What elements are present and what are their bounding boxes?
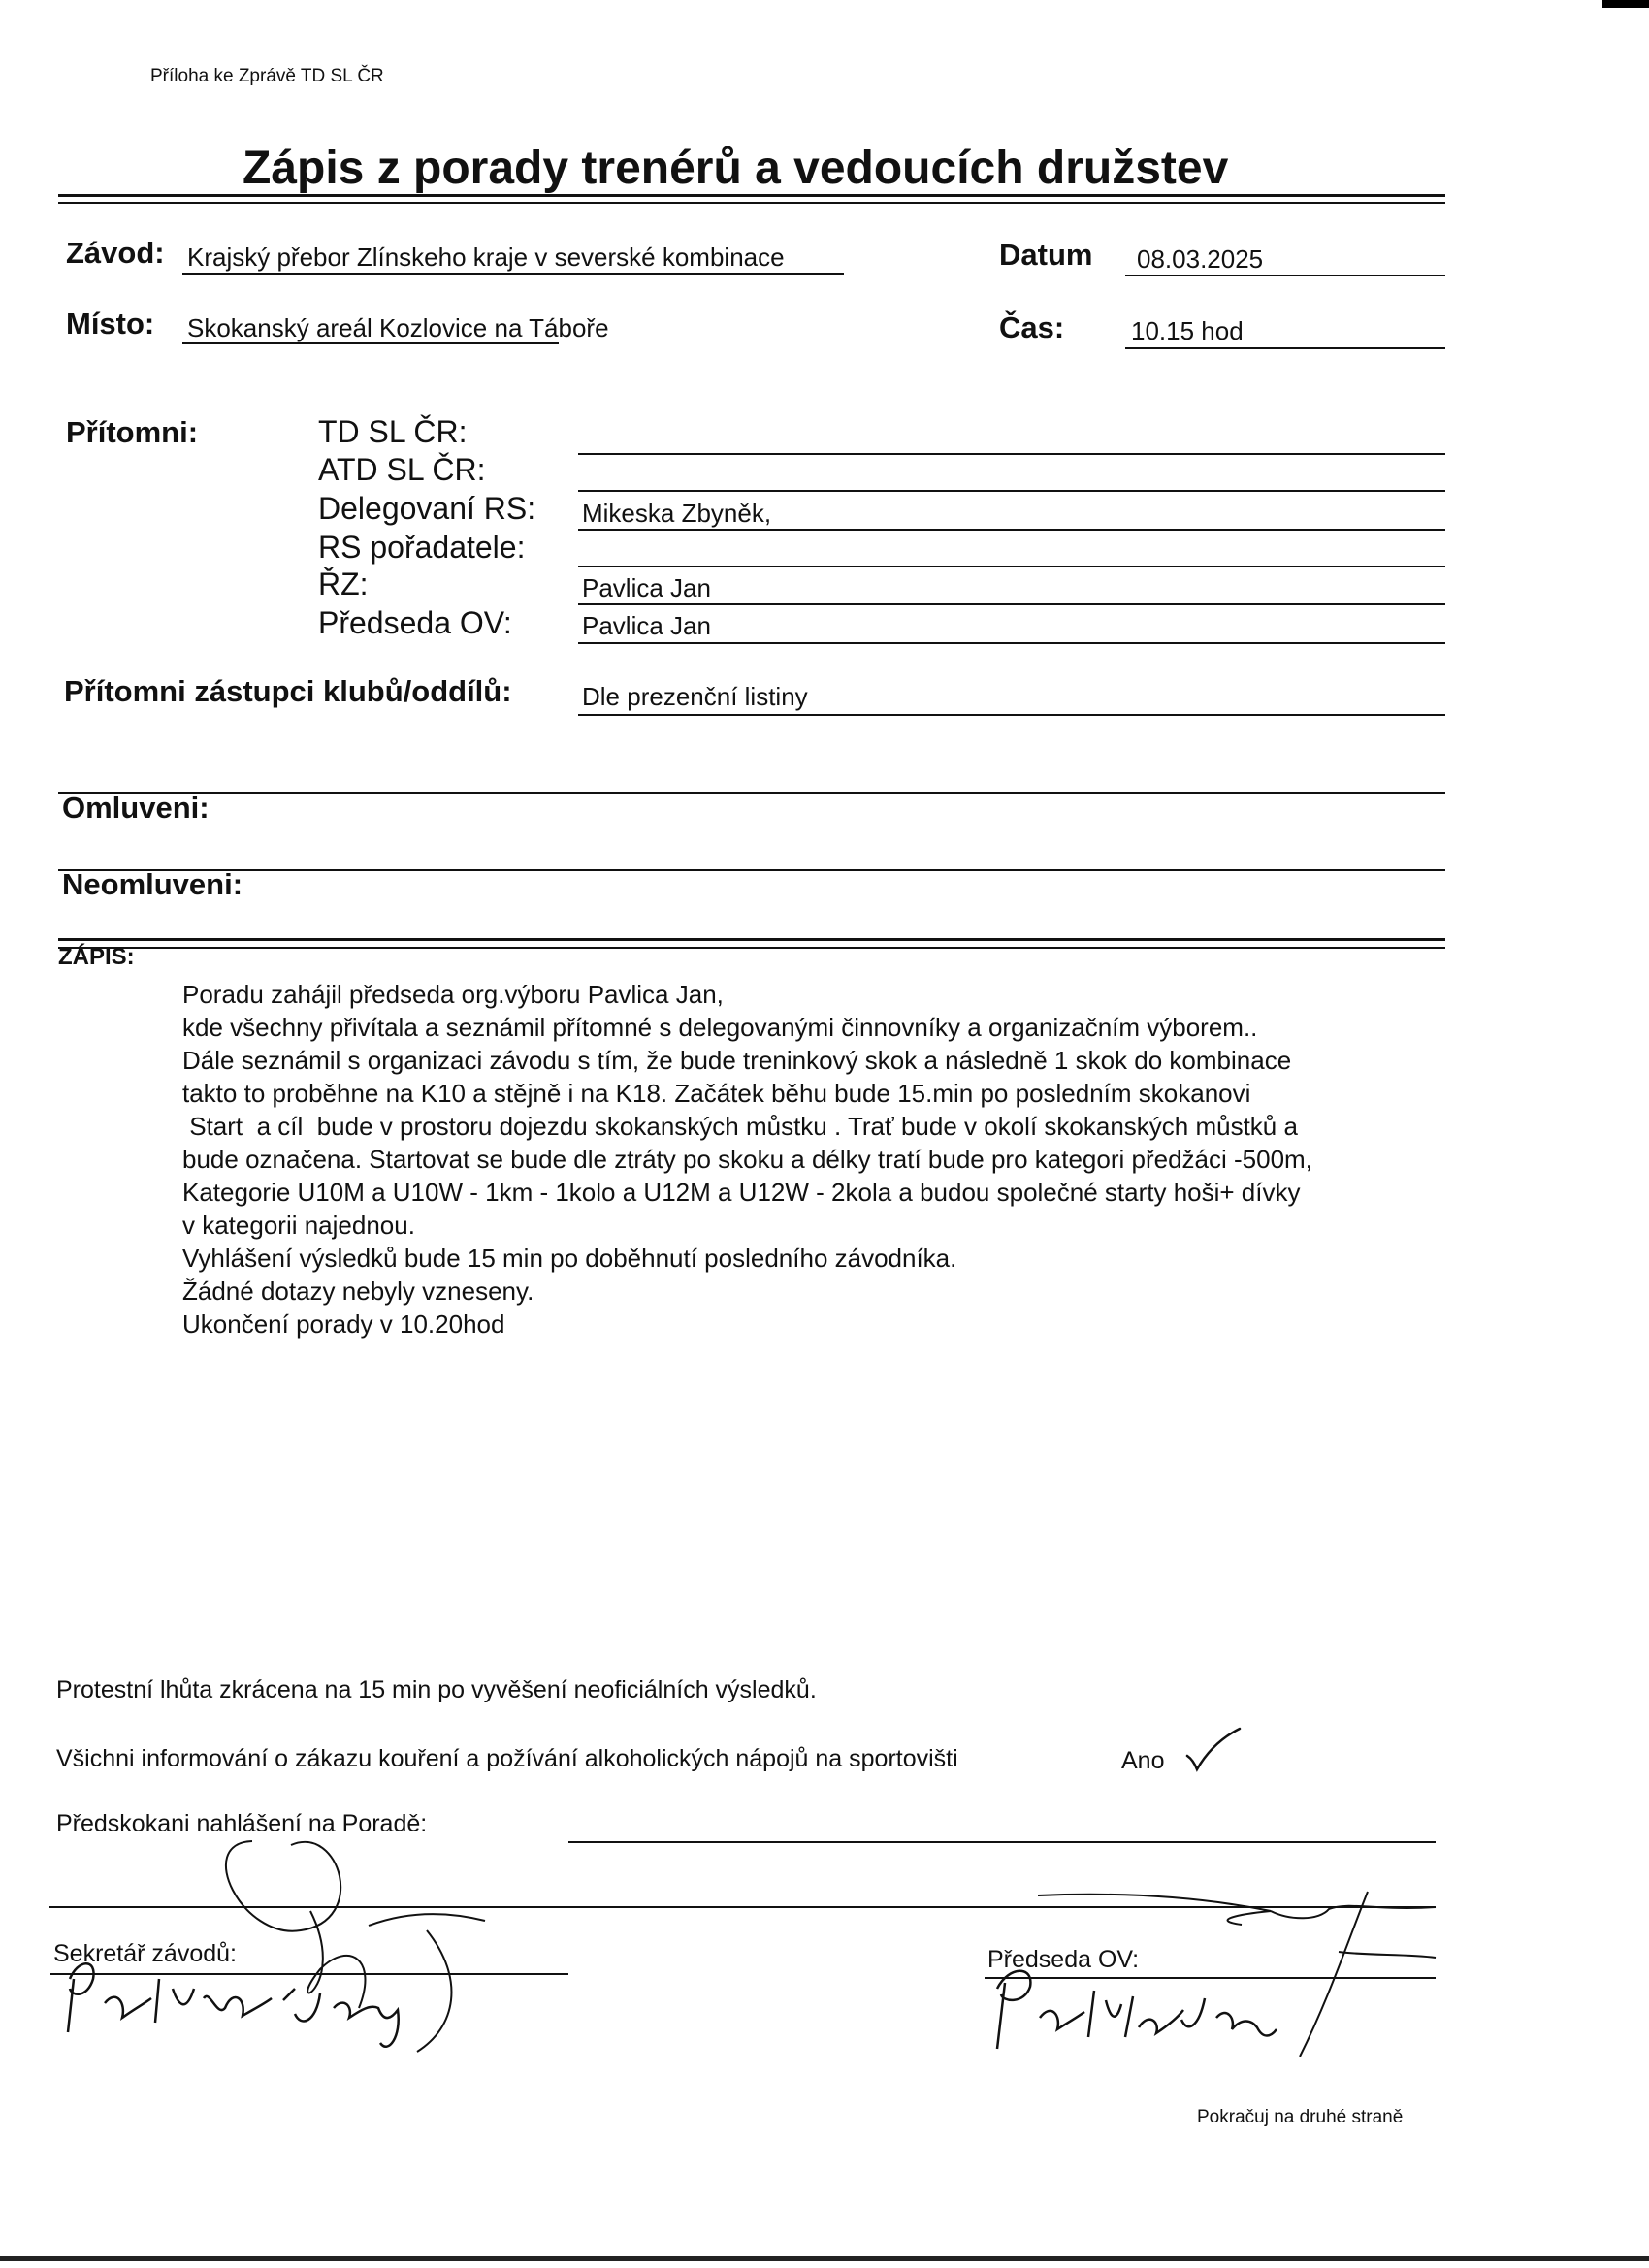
neomluveni-label: Neomluveni:	[62, 867, 243, 901]
misto-underline	[182, 342, 559, 344]
datum-value: 08.03.2025	[1137, 244, 1264, 274]
chairman-sign-label: Předseda OV:	[987, 1946, 1140, 1973]
cas-underline	[1125, 347, 1445, 349]
chairman-signature	[980, 1882, 1455, 2066]
zavod-value: Krajský přebor Zlínskeho kraje v severské kombinace	[187, 243, 785, 272]
role-atd-line	[578, 490, 1445, 492]
role-td-line	[578, 453, 1445, 455]
title-rule-bottom	[58, 202, 1445, 204]
informed-text: Všichni informování o zákazu kouření a požívání alkoholických nápojů na sportovišti	[56, 1745, 958, 1772]
cas-label: Čas:	[999, 310, 1065, 344]
page-title: Zápis z porady trenérů a vedoucích družstev	[242, 143, 1229, 194]
neomluveni-rule	[58, 869, 1445, 871]
chairman-value: Pavlica Jan	[582, 611, 711, 640]
role-delegated-rs-line	[578, 529, 1445, 531]
zapis-rule-top	[58, 938, 1445, 941]
role-rz-line	[578, 603, 1445, 605]
minutes-line: bude označena. Startovat se bude dle ztráty po skoku a délky tratí bude pro kategori předžáci -500m,	[182, 1145, 1312, 1174]
misto-label: Místo:	[66, 307, 155, 340]
clubs-value: Dle prezenční listiny	[582, 682, 808, 711]
pritomni-label: Přítomni:	[66, 415, 199, 449]
role-rs-organizer-line	[578, 566, 1445, 567]
informed-answer: Ano	[1121, 1747, 1165, 1774]
attachment-note: Příloha ke Zprávě TD SL ČR	[150, 66, 384, 86]
cas-value: 10.15 hod	[1131, 316, 1244, 345]
role-rz: ŘZ:	[318, 567, 369, 601]
role-chairman: Předseda OV:	[318, 605, 512, 640]
forerunners-label: Předskokani nahlášení na Poradě:	[56, 1810, 428, 1837]
zapis-label: ZÁPIS:	[58, 944, 135, 970]
scan-edge-top-right	[1602, 0, 1649, 8]
omluveni-rule	[58, 792, 1445, 794]
minutes-body	[182, 978, 1443, 1341]
zavod-label: Závod:	[66, 236, 165, 270]
minutes-line: kde všechny přivítala a seznámil přítomné s delegovanými činnovníky a organizačním výborem..	[182, 1013, 1258, 1042]
minutes-line: Ukončení porady v 10.20hod	[182, 1310, 505, 1339]
zapis-rule-bottom	[58, 947, 1445, 949]
role-delegated-rs: Delegovaní RS:	[318, 491, 536, 526]
secretary-label: Sekretář závodů:	[53, 1940, 237, 1967]
role-atd: ATD SL ČR:	[318, 452, 486, 487]
checkmark-icon	[1183, 1725, 1244, 1775]
minutes-line: Žádné dotazy nebyly vzneseny.	[182, 1277, 534, 1306]
title-rule-top	[58, 194, 1445, 197]
delegated-rs-value: Mikeska Zbyněk,	[582, 499, 772, 528]
datum-underline	[1125, 275, 1445, 276]
secretary-signature	[58, 1833, 563, 2057]
clubs-label: Přítomni zástupci klubů/oddílů:	[64, 674, 512, 708]
minutes-line: takto to proběhne na K10 a stějně i na K18. Začátek běhu bude 15.min po posledním skokanovi	[182, 1079, 1251, 1108]
forerunners-line	[568, 1841, 1436, 1843]
minutes-line: Kategorie U10M a U10W - 1km - 1kolo a U12M a U12W - 2kola a budou společné starty hoši+ dívky	[182, 1178, 1301, 1207]
minutes-line: Poradu zahájil předseda org.výboru Pavlica Jan,	[182, 980, 724, 1009]
zavod-underline	[182, 273, 844, 275]
datum-label: Datum	[999, 238, 1093, 272]
rz-value: Pavlica Jan	[582, 573, 711, 602]
role-td: TD SL ČR:	[318, 414, 468, 449]
scan-edge-bottom	[0, 2256, 1649, 2261]
omluveni-label: Omluveni:	[62, 791, 210, 825]
role-rs-organizer: RS pořadatele:	[318, 530, 526, 565]
continue-note: Pokračuj na druhé straně	[1197, 2107, 1404, 2127]
minutes-line: Start a cíl bude v prostoru dojezdu skokanských můstku . Trať bude v okolí skokanských můstků a	[182, 1112, 1298, 1141]
minutes-line: Vyhlášení výsledků bude 15 min po doběhnutí posledního závodníka.	[182, 1244, 957, 1273]
minutes-line: Dále seznámil s organizaci závodu s tím, že bude treninkový skok a následně 1 skok do kombinace	[182, 1046, 1292, 1075]
misto-value: Skokanský areál Kozlovice na Táboře	[187, 313, 609, 342]
clubs-underline	[578, 714, 1445, 716]
minutes-line: v kategorii najednou.	[182, 1211, 415, 1240]
protest-text: Protestní lhůta zkrácena na 15 min po vyvěšení neoficiálních výsledků.	[56, 1676, 817, 1703]
role-chairman-line	[578, 642, 1445, 644]
